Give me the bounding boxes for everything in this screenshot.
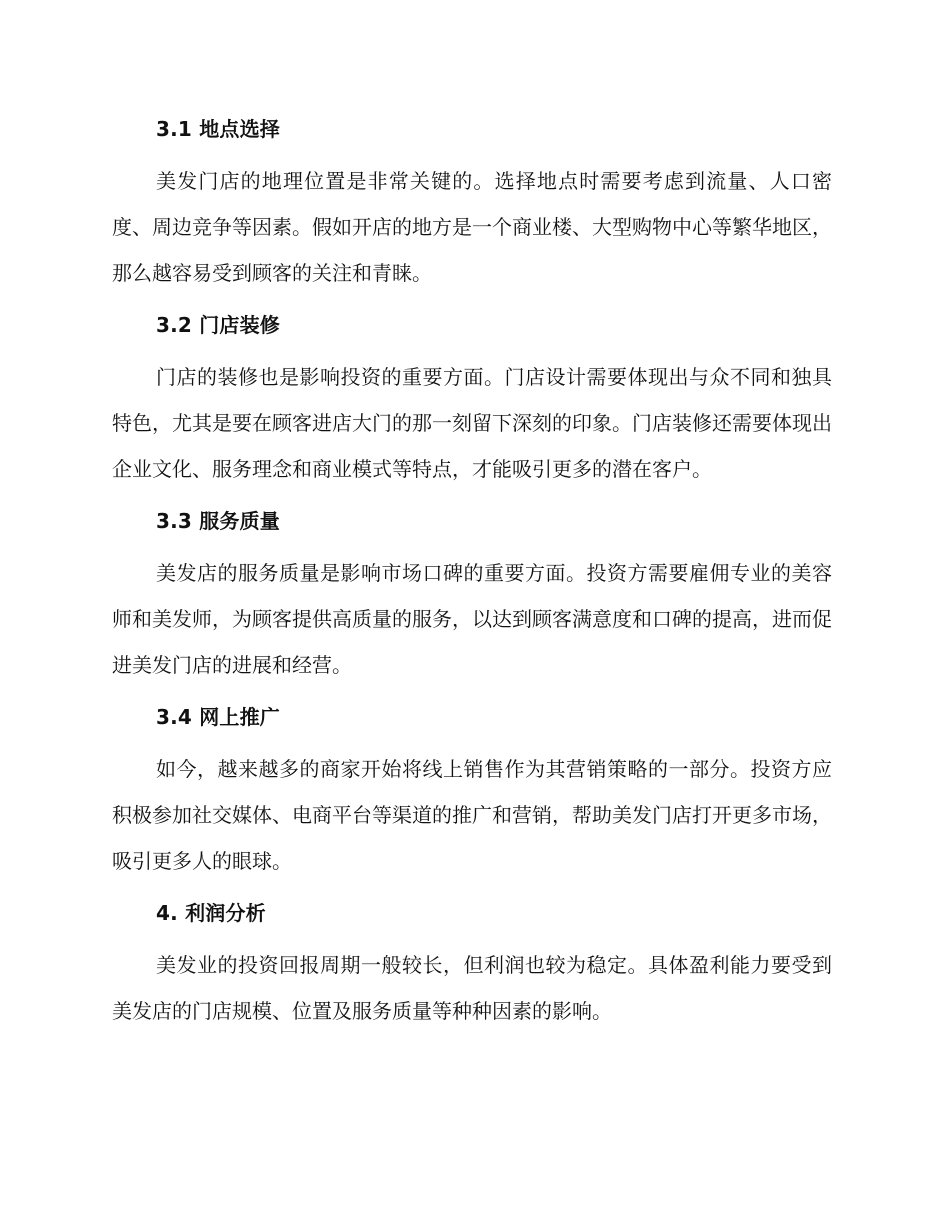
section-heading-3-2: 3.2 门店装修: [156, 313, 280, 337]
section-paragraph-3-2: 门店的装修也是影响投资的重要方面。门店设计需要体现出与众不同和独具特色，尤其是要在顾客进店大门的那一刻留下深刻的印象。门店装修还需要体现出企业文化、服务理念和商业模式等特点，才能吸引更多的潜在客户。: [112, 365, 832, 481]
section-paragraph-3-3: 美发店的服务质量是影响市场口碑的重要方面。投资方需要雇佣专业的美容师和美发师，为顾客提供高质量的服务，以达到顾客满意度和口碑的提高，进而促进美发门店的进展和经营。: [112, 561, 832, 677]
section-heading-3-4: 3.4 网上推广: [156, 705, 280, 729]
section-heading-3-3: 3.3 服务质量: [156, 509, 280, 533]
section-paragraph-3-1: 美发门店的地理位置是非常关键的。选择地点时需要考虑到流量、人口密度、周边竞争等因素。假如开店的地方是一个商业楼、大型购物中心等繁华地区，那么越容易受到顾客的关注和青睐。: [112, 169, 832, 285]
section-heading-4: 4. 利润分析: [156, 901, 266, 925]
section-paragraph-4: 美发业的投资回报周期一般较长，但利润也较为稳定。具体盈利能力要受到美发店的门店规模、位置及服务质量等种种因素的影响。: [112, 953, 832, 1023]
document-body: [112, 106, 832, 1040]
section-paragraph-3-4: 如今，越来越多的商家开始将线上销售作为其营销策略的一部分。投资方应积极参加社交媒体、电商平台等渠道的推广和营销，帮助美发门店打开更多市场，吸引更多人的眼球。: [112, 757, 832, 873]
section-heading-3-1: 3.1 地点选择: [156, 117, 280, 141]
